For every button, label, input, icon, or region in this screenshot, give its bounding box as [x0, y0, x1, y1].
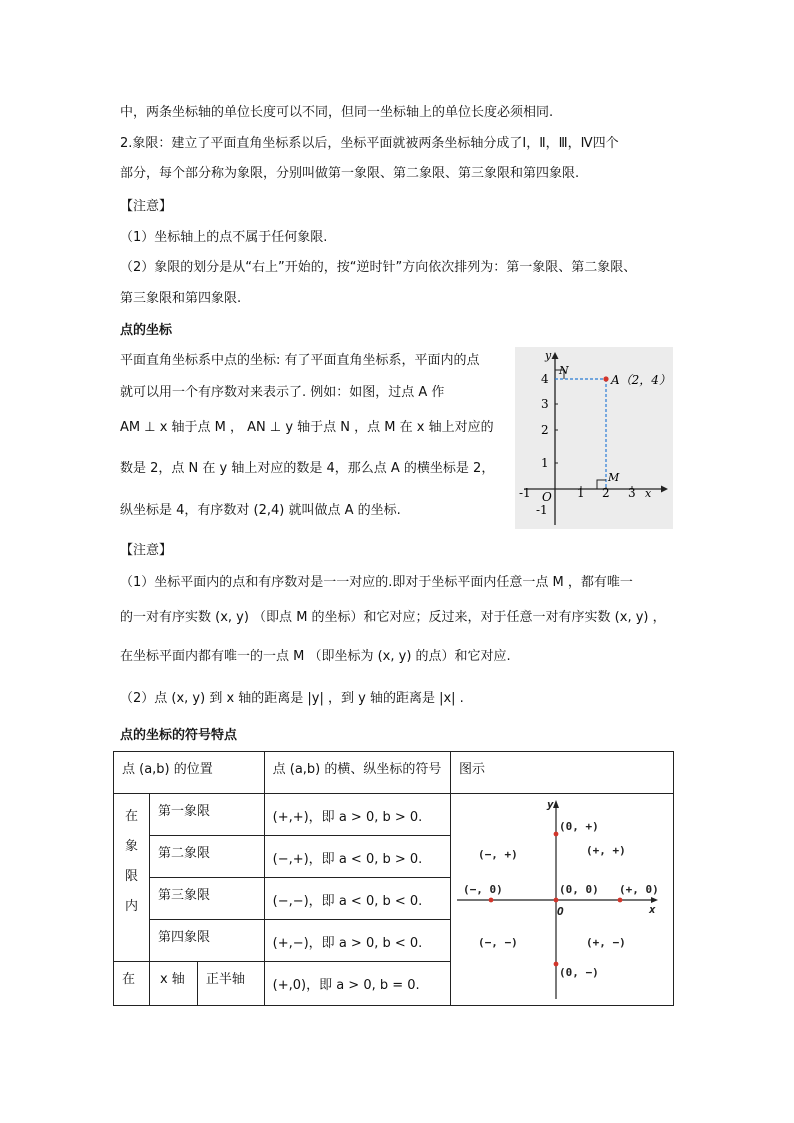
- sign-quadrant-1: (+,+)，即 a > 0, b > 0.: [264, 794, 450, 836]
- note-item-2-line1: （2）象限的划分是从“右上”开始的，按“逆时针”方向依次排列为：第一象限、第二象限、: [120, 260, 637, 275]
- point-para-line2: 就可以用一个有序数对来表示了. 例如：如图，过点 A 作: [120, 385, 445, 400]
- label-q1: (+, +): [585, 844, 626, 857]
- sign-quadrant-2: (−,+)，即 a < 0, b > 0.: [264, 836, 450, 878]
- label-right: (+, 0): [618, 883, 659, 896]
- xtick-1: 1: [577, 486, 585, 500]
- row-positive-half: 正半轴: [197, 962, 264, 1006]
- point-top: [554, 832, 559, 837]
- sign-x-label: x: [648, 903, 656, 916]
- point-origin: [554, 898, 559, 903]
- xtick-3: 3: [628, 486, 636, 500]
- section-title-sign: 点的坐标的符号特点: [120, 728, 238, 743]
- note-heading: 【注意】: [120, 199, 173, 214]
- note2-line2: 的一对有序实数 (x, y) （即点 M 的坐标）和它对应；反过来，对于任意一对有序实数 (x, y) ，: [120, 610, 666, 625]
- sign-quadrant-3: (−,−)，即 a < 0, b < 0.: [264, 878, 450, 920]
- row-x-axis: x 轴: [149, 962, 197, 1006]
- header-diagram: 图示: [450, 752, 673, 794]
- point-para-line3: AM ⊥ x 轴于点 M ， AN ⊥ y 轴于点 N ，点 M 在 x 轴上对应的: [120, 420, 494, 435]
- diagram-cell: [450, 794, 673, 1006]
- ytick-2: 2: [541, 423, 549, 437]
- x-axis-label: x: [645, 487, 652, 500]
- label-top: (0, +): [558, 820, 599, 833]
- xtick-2: 2: [602, 486, 610, 500]
- para-quadrant-line1: 2.象限：建立了平面直角坐标系以后，坐标平面就被两条坐标轴分成了Ⅰ，Ⅱ，Ⅲ，Ⅳ四个: [120, 136, 619, 151]
- sign-origin-label: O: [556, 905, 564, 918]
- point-n-label: N: [559, 364, 569, 377]
- note2-heading: 【注意】: [120, 543, 173, 558]
- ytick-neg1: -1: [536, 503, 548, 517]
- sign-y-label: y: [546, 798, 554, 811]
- row-quadrant-2: 第二象限: [149, 836, 264, 878]
- group-on-axis: 在: [114, 962, 150, 1006]
- label-q4: (+, −): [585, 936, 626, 949]
- row-quadrant-1: 第一象限: [149, 794, 264, 836]
- para-unit-length: 中，两条坐标轴的单位长度可以不同，但同一坐标轴上的单位长度必须相同.: [120, 105, 554, 120]
- ytick-3: 3: [541, 397, 549, 411]
- point-para-line4: 数是 2，点 N 在 y 轴上对应的数是 4，那么点 A 的横坐标是 2，: [120, 461, 495, 476]
- point-para-line1: 平面直角坐标系中点的坐标: 有了平面直角坐标系，平面内的点: [120, 353, 480, 368]
- para-quadrant-line2: 部分，每个部分称为象限，分别叫做第一象限、第二象限、第三象限和第四象限.: [120, 166, 580, 181]
- label-q2: (−, +): [477, 848, 518, 861]
- note-item-2-line2: 第三象限和第四象限.: [120, 291, 242, 306]
- label-q3: (−, −): [477, 936, 518, 949]
- point-left: [489, 898, 494, 903]
- note-item-1: （1）坐标轴上的点不属于任何象限.: [120, 230, 328, 245]
- y-axis-label: y: [545, 349, 552, 362]
- note2-line3: 在坐标平面内都有唯一的一点 M （即坐标为 (x, y) 的点）和它对应.: [120, 649, 511, 664]
- label-bottom: (0, −): [558, 966, 599, 979]
- point-right: [618, 898, 623, 903]
- note2-line4: （2）点 (x, y) 到 x 轴的距离是 |y| ，到 y 轴的距离是 |x| .: [120, 691, 464, 706]
- point-bottom: [554, 962, 559, 967]
- group-in-quadrant: 在 象 限 内: [114, 794, 150, 962]
- figure-signs: [451, 794, 672, 1004]
- header-position: 点 (a,b) 的位置: [114, 752, 265, 794]
- point-para-line5: 纵坐标是 4，有序数对 (2,4) 就叫做点 A 的坐标.: [120, 503, 401, 518]
- header-sign: 点 (a,b) 的横、纵坐标的符号: [264, 752, 450, 794]
- ytick-1: 1: [541, 456, 549, 470]
- point-a: [603, 376, 608, 381]
- ytick-4: 4: [541, 372, 549, 386]
- figure-point-a: [515, 347, 673, 529]
- xtick-neg1: -1: [519, 486, 531, 500]
- section-title-point-coords: 点的坐标: [120, 323, 173, 338]
- label-left: (−, 0): [462, 883, 503, 896]
- point-m-label: M: [608, 471, 620, 484]
- origin-label: O: [542, 490, 552, 504]
- sign-quadrant-4: (+,−)，即 a > 0, b < 0.: [264, 920, 450, 962]
- label-center: (0, 0): [558, 883, 599, 896]
- row-quadrant-3: 第三象限: [149, 878, 264, 920]
- row-quadrant-4: 第四象限: [149, 920, 264, 962]
- sign-table: [113, 751, 674, 1006]
- note2-line1: （1）坐标平面内的点和有序数对是一一对应的.即对于坐标平面内任意一点 M ，都有唯一: [120, 575, 633, 590]
- point-a-label: A（2，4）: [611, 373, 671, 387]
- sign-positive-x: (+,0)，即 a > 0, b = 0.: [264, 962, 450, 1006]
